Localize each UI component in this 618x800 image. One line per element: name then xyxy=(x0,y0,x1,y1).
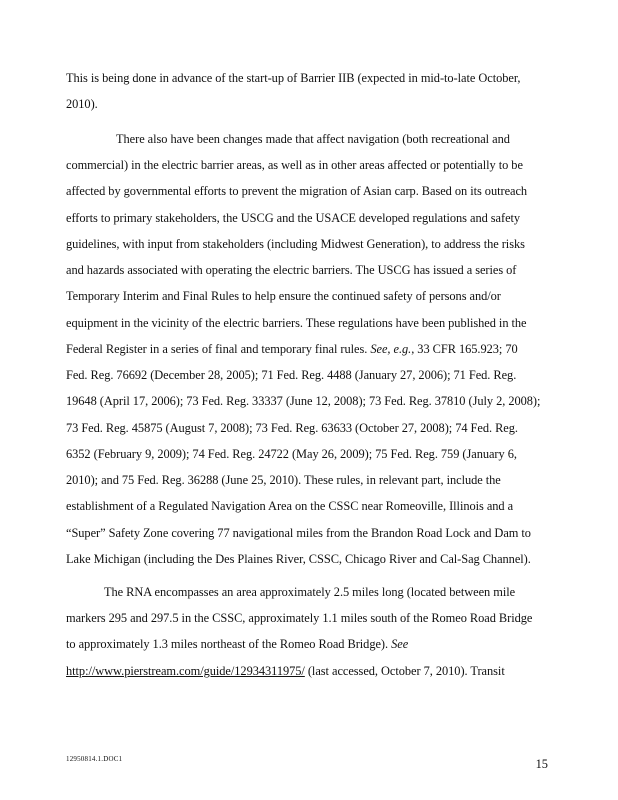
text-line xyxy=(66,663,505,679)
citation-signal: See xyxy=(391,637,409,651)
text-line: This is being done in advance of the start-up of Barrier IIB (expected in mid-to-late October, xyxy=(66,71,521,85)
text-line: efforts to primary stakeholders, the USCG and the USACE developed regulations and safety xyxy=(66,211,521,225)
text-segment: Federal Register in a series of final and temporary final rules. xyxy=(66,342,371,356)
text-line: establishment of a Regulated Navigation Area on the CSSC near Romeoville, Illinois and a xyxy=(66,499,514,513)
text-line: “Super” Safety Zone covering 77 navigational miles from the Brandon Road Lock and Dam to xyxy=(66,526,531,540)
text-line: and hazards associated with operating the electric barriers. The USCG has issued a series of xyxy=(66,263,517,277)
text-line: The RNA encompasses an area approximately 2.5 miles long (located between mile xyxy=(104,585,516,599)
text-line: 2010). xyxy=(66,97,98,111)
text-line: affected by governmental efforts to prevent the migration of Asian carp. Based on its outreach xyxy=(66,184,528,198)
text-line: Temporary Interim and Final Rules to help ensure the continued safety of persons and/or xyxy=(66,289,501,303)
source-link[interactable]: http://www.pierstream.com/guide/12934311975/ xyxy=(66,664,305,678)
text-line: 19648 (April 17, 2006); 73 Fed. Reg. 33337 (June 12, 2008); 73 Fed. Reg. 37810 (July 2, 2008); xyxy=(66,394,541,408)
text-line: commercial) in the electric barrier areas, as well as in other areas affected or potentially to be xyxy=(66,158,523,172)
text-line xyxy=(66,341,518,357)
text-line: There also have been changes made that affect navigation (both recreational and xyxy=(116,132,510,146)
text-line: 73 Fed. Reg. 45875 (August 7, 2008); 73 Fed. Reg. 63633 (October 27, 2008); 74 Fed. Reg. xyxy=(66,421,518,435)
text-line: Fed. Reg. 76692 (December 28, 2005); 71 Fed. Reg. 4488 (January 27, 2006); 71 Fed. Reg. xyxy=(66,368,517,382)
citation-signal: See, e.g. xyxy=(370,342,412,356)
text-line: equipment in the vicinity of the electric barriers. These regulations have been published in the xyxy=(66,316,527,330)
text-line: 6352 (February 9, 2009); 74 Fed. Reg. 24722 (May 26, 2009); 75 Fed. Reg. 759 (January 6, xyxy=(66,447,517,461)
text-line: 2010); and 75 Fed. Reg. 36288 (June 25, 2010). These rules, in relevant part, include the xyxy=(66,473,501,487)
footer-document-id: 12950814.1.DOC1 xyxy=(66,755,123,763)
page-number: 15 xyxy=(535,757,548,771)
text-line: Lake Michigan (including the Des Plaines River, CSSC, Chicago River and Cal-Sag Channel). xyxy=(66,552,531,566)
text-line: guidelines, with input from stakeholders (including Midwest Generation), to address the risks xyxy=(66,237,525,251)
text-segment: (last accessed, October 7, 2010). Transit xyxy=(304,664,505,678)
text-segment: , 33 CFR 165.923; 70 xyxy=(411,342,518,356)
text-line xyxy=(66,636,408,652)
text-line: markers 295 and 297.5 in the CSSC, approximately 1.1 miles south of the Romeo Road Bridge xyxy=(66,611,533,625)
text-segment: to approximately 1.3 miles northeast of the Romeo Road Bridge). xyxy=(66,637,392,651)
